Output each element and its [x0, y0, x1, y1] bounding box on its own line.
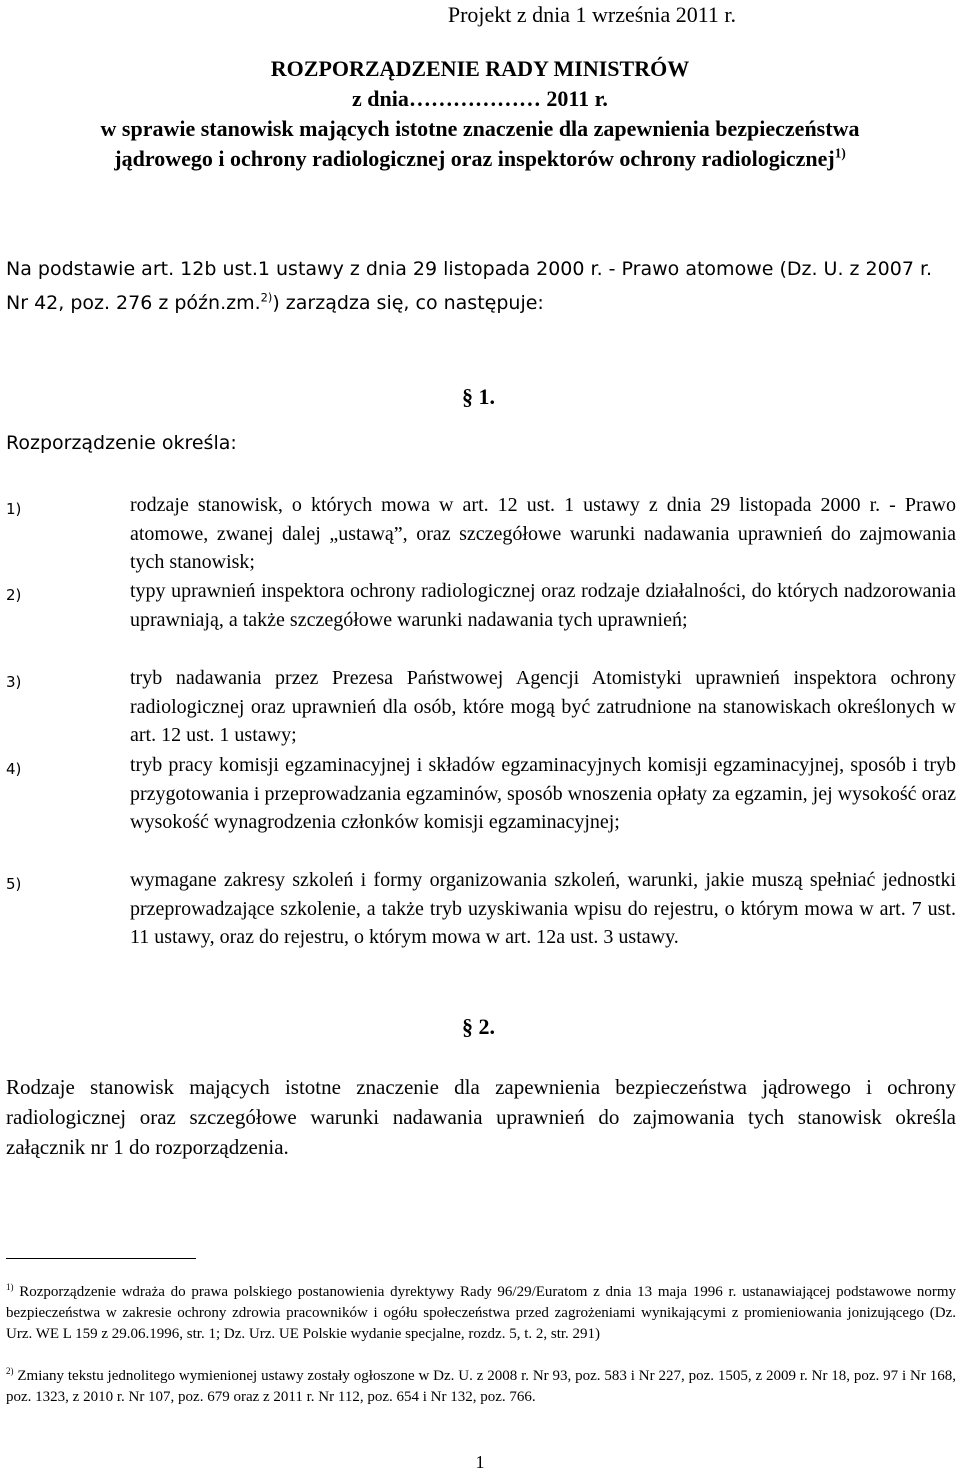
- list-item-text: typy uprawnień inspektora ochrony radiologicznej oraz rodzaje działalności, do których nadzorowania uprawniają, a także szczegółowe warunki nadawania tych uprawnień;: [130, 580, 956, 631]
- preamble: [6, 252, 956, 320]
- list-item: [6, 866, 956, 952]
- document-title: ROZPORZĄDZENIE RADY MINISTRÓW: [270, 56, 690, 81]
- list-item: [6, 664, 956, 750]
- list-item-number: 3): [6, 673, 22, 691]
- list-item-text: tryb nadawania przez Prezesa Państwowej Agencji Atomistyki uprawnień inspektora ochrony radiologicznej oraz uprawnień dla osób, które mogą być zatrudnione na stanowiskach określonych w art. 12 ust. 1 ustawy;: [130, 667, 956, 746]
- list-item-number: 4): [6, 760, 22, 778]
- preamble-tail: ) zarządza się, co następuje:: [272, 292, 544, 314]
- section-1-label: § 1.: [462, 384, 495, 409]
- section-2-label: § 2.: [462, 1014, 495, 1039]
- date-line: z dnia……………… 2011 r.: [352, 86, 608, 111]
- footnote-mark: 1): [6, 1282, 14, 1292]
- list-item: [6, 577, 956, 634]
- draft-note: Projekt z dnia 1 września 2011 r.: [447, 2, 736, 27]
- footnote-text: Rozporządzenie wdraża do prawa polskiego postanowienia dyrektywy Rady 96/29/Euratom z dnia 13 maja 1996 r. ustanawiającej podstawowe normy bezpieczeństwa w zakresie ochrony zdrowia pracowników i ogółu społeczeństwa przed zagrożeniami wynikającymi z promieniowania jonizującego (Dz. Urz. WE L 159 z 29.06.1996, str. 1; Dz. Urz. UE Polskie wydanie specjalne, rozdz. 5, t. 2, str. 291): [6, 1284, 956, 1342]
- footnote-text: Zmiany tekstu jednolitego wymienionej ustawy zostały ogłoszone w Dz. U. z 2008 r. Nr 93, poz. 583 i Nr 227, poz. 1505, z 2009 r. Nr 18, poz. 97 i Nr 168, poz. 1323, z 2010 r. Nr 107, poz. 679 oraz z 2011 r. Nr 112, poz. 654 i Nr 132, poz. 766.: [6, 1368, 956, 1405]
- list-item-text: rodzaje stanowisk, o których mowa w art. 12 ust. 1 ustawy z dnia 29 listopada 2000 r. - Prawo atomowe, zwanej dalej „ustawą”, oraz szczegółowe warunki nadawania uprawnień do zajmowania tych stanowisk;: [130, 494, 956, 573]
- list-item-number: 2): [6, 586, 22, 604]
- subject-line-1: w sprawie stanowisk mających istotne znaczenie dla zapewnienia bezpieczeństwa: [100, 116, 860, 141]
- footnote-ref-1[interactable]: 1): [834, 145, 846, 161]
- subject-line-2: [0, 146, 960, 172]
- list-item: [6, 491, 956, 577]
- footnote-mark: 2): [6, 1366, 14, 1376]
- footnote-2: [6, 1366, 956, 1408]
- list-item: [6, 751, 956, 837]
- footnote-1: [6, 1282, 956, 1345]
- list-item-text: tryb pracy komisji egzaminacyjnej i składów egzaminacyjnych komisji egzaminacyjnej, sposób i tryb przygotowania i przeprowadzania egzaminów, sposób wnoszenia opłaty za egzamin, jej wysokość oraz wysokość wynagrodzenia członków komisji egzaminacyjnej;: [130, 754, 956, 833]
- footnote-ref-2[interactable]: 2): [260, 290, 273, 305]
- list-item-text: wymagane zakresy szkoleń i formy organizowania szkoleń, warunki, jakie muszą spełniać jednostki przeprowadzające szkolenie, a także tryb uzyskiwania wpisu do rejestru, o którym mowa w art. 7 ust. 11 ustawy, oraz do rejestru, o którym mowa w art. 12a ust. 3 ustawy.: [130, 869, 956, 948]
- subject-line-2-text: jądrowego i ochrony radiologicznej oraz inspektorów ochrony radiologicznej: [114, 146, 835, 171]
- preamble-text: Na podstawie art. 12b ust.1 ustawy z dnia 29 listopada 2000 r. - Prawo atomowe (Dz. U. z 2007 r. Nr 42, poz. 276 z późn.zm.: [6, 258, 933, 314]
- page-number: 1: [475, 1452, 485, 1472]
- section-2-text: Rodzaje stanowisk mających istotne znaczenie dla zapewnienia bezpieczeństwa jądrowego i ochrony radiologicznej oraz szczegółowe warunki nadawania uprawnień do zajmowania tych stanowisk określa załącznik nr 1 do rozporządzenia.: [6, 1075, 956, 1159]
- footnote-separator: [6, 1258, 196, 1259]
- list-item-number: 5): [6, 875, 22, 893]
- section-1-intro: Rozporządzenie określa:: [6, 432, 237, 454]
- list-item-number: 1): [6, 500, 22, 518]
